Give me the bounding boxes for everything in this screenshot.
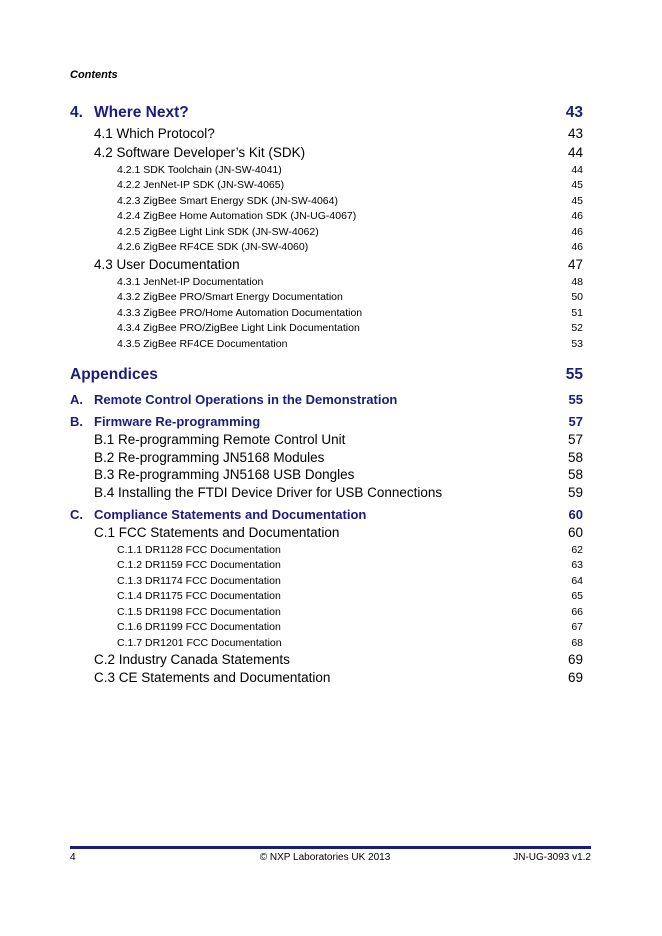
footer-page-number: 4 — [70, 852, 76, 863]
subsection-label: 4.2.1 SDK Toolchain (JN-SW-4041) — [117, 164, 282, 176]
subsection-label: C.1.6 DR1199 FCC Documentation — [117, 621, 281, 633]
subsection-label: 4.3.4 ZigBee PRO/ZigBee Light Link Documentation — [117, 322, 360, 334]
section-label: 4.2 Software Developer’s Kit (SDK) — [94, 145, 306, 160]
toc-appendices[interactable] — [70, 366, 583, 386]
toc-subsection-c-1-7[interactable] — [70, 637, 583, 653]
page-number: 44 — [571, 164, 583, 176]
page-number: 51 — [571, 307, 583, 319]
toc-chapter-4[interactable] — [70, 104, 583, 124]
page-number: 48 — [571, 276, 583, 288]
subsection-label: C.1.2 DR1159 FCC Documentation — [117, 559, 281, 571]
page-number: 62 — [571, 544, 583, 556]
page-number: 53 — [571, 338, 583, 350]
section-label: B.4 Installing the FTDI Device Driver for USB Connections — [94, 485, 443, 500]
toc-section-c-3[interactable] — [70, 670, 583, 686]
subsection-label: 4.3.2 ZigBee PRO/Smart Energy Documentation — [117, 291, 343, 303]
appendices-title: Appendices — [70, 366, 158, 383]
toc-subsection-4-3-3[interactable] — [70, 307, 583, 323]
section-label: C.3 CE Statements and Documentation — [94, 670, 331, 685]
page-number: 57 — [567, 432, 583, 447]
toc-section-b-2[interactable] — [70, 450, 583, 466]
toc-subsection-c-1-1[interactable] — [70, 544, 583, 560]
toc-appendix-c[interactable] — [70, 507, 583, 523]
toc-subsection-c-1-5[interactable] — [70, 606, 583, 622]
page-number: 68 — [571, 637, 583, 649]
section-label: C.2 Industry Canada Statements — [94, 652, 290, 667]
section-label: B.1 Re-programming Remote Control Unit — [94, 432, 346, 447]
page-number: 58 — [567, 450, 583, 465]
toc-section-c-2[interactable] — [70, 652, 583, 668]
subsection-label: C.1.1 DR1128 FCC Documentation — [117, 544, 281, 556]
toc-subsection-4-2-2[interactable] — [70, 179, 583, 195]
toc-subsection-4-3-4[interactable] — [70, 322, 583, 338]
footer-doc-id: JN-UG-3093 v1.2 — [513, 852, 591, 863]
page-number: 57 — [568, 414, 583, 429]
chapter-title: Where Next? — [94, 104, 189, 121]
subsection-label: 4.2.2 JenNet-IP SDK (JN-SW-4065) — [117, 179, 285, 191]
page-number: 59 — [567, 485, 583, 500]
subsection-label: C.1.5 DR1198 FCC Documentation — [117, 606, 281, 618]
page-number: 43 — [565, 104, 583, 121]
subsection-label: C.1.4 DR1175 FCC Documentation — [117, 590, 281, 602]
appendix-letter: C. — [70, 507, 83, 522]
page-number: 64 — [571, 575, 583, 587]
page-number: 45 — [571, 195, 583, 207]
page-number: 46 — [571, 210, 583, 222]
page-number: 52 — [571, 322, 583, 334]
toc-section-4-1[interactable] — [70, 126, 583, 142]
toc-subsection-c-1-2[interactable] — [70, 559, 583, 575]
toc-appendix-a[interactable] — [70, 392, 583, 408]
appendix-title: Compliance Statements and Documentation — [94, 507, 367, 522]
subsection-label: 4.2.3 ZigBee Smart Energy SDK (JN-SW-4064) — [117, 195, 338, 207]
page-number: 44 — [567, 145, 583, 160]
page-number: 47 — [567, 257, 583, 272]
chapter-number: 4. — [70, 104, 83, 121]
page-number: 55 — [565, 366, 583, 383]
toc-subsection-4-2-1[interactable] — [70, 164, 583, 180]
toc-subsection-4-3-5[interactable] — [70, 338, 583, 354]
page-number: 55 — [568, 392, 583, 407]
subsection-label: 4.2.5 ZigBee Light Link SDK (JN-SW-4062) — [117, 226, 319, 238]
appendix-letter: B. — [70, 414, 83, 429]
footer-copyright: © NXP Laboratories UK 2013 — [259, 852, 391, 863]
page-number: 58 — [567, 467, 583, 482]
toc-subsection-4-2-4[interactable] — [70, 210, 583, 226]
toc-subsection-4-3-1[interactable] — [70, 276, 583, 292]
toc-section-c-1[interactable] — [70, 525, 583, 541]
page-number: 63 — [571, 559, 583, 571]
subsection-label: 4.3.5 ZigBee RF4CE Documentation — [117, 338, 288, 350]
toc-section-b-1[interactable] — [70, 432, 583, 448]
page-number: 43 — [567, 126, 583, 141]
appendix-title: Remote Control Operations in the Demonstration — [94, 392, 398, 407]
page-number: 45 — [571, 179, 583, 191]
toc-subsection-4-3-2[interactable] — [70, 291, 583, 307]
page-number: 65 — [571, 590, 583, 602]
page-number: 66 — [571, 606, 583, 618]
toc-subsection-4-2-6[interactable] — [70, 241, 583, 257]
page-number: 69 — [567, 652, 583, 667]
running-header: Contents — [70, 69, 118, 81]
subsection-label: C.1.7 DR1201 FCC Documentation — [117, 637, 282, 649]
toc-section-4-2[interactable] — [70, 145, 583, 161]
section-label: 4.3 User Documentation — [94, 257, 240, 272]
subsection-label: 4.3.1 JenNet-IP Documentation — [117, 276, 264, 288]
page-number: 46 — [571, 241, 583, 253]
page-number: 60 — [567, 525, 583, 540]
toc-section-b-4[interactable] — [70, 485, 583, 501]
toc-subsection-c-1-3[interactable] — [70, 575, 583, 591]
page-number: 50 — [571, 291, 583, 303]
section-label: 4.1 Which Protocol? — [94, 126, 215, 141]
toc-section-b-3[interactable] — [70, 467, 583, 483]
page-number: 46 — [571, 226, 583, 238]
section-label: C.1 FCC Statements and Documentation — [94, 525, 340, 540]
toc-subsection-c-1-4[interactable] — [70, 590, 583, 606]
toc-subsection-4-2-5[interactable] — [70, 226, 583, 242]
page-number: 60 — [568, 507, 583, 522]
toc-section-4-3[interactable] — [70, 257, 583, 273]
page-number: 67 — [571, 621, 583, 633]
subsection-label: 4.2.6 ZigBee RF4CE SDK (JN-SW-4060) — [117, 241, 309, 253]
section-label: B.2 Re-programming JN5168 Modules — [94, 450, 325, 465]
subsection-label: 4.2.4 ZigBee Home Automation SDK (JN-UG-4067) — [117, 210, 357, 222]
subsection-label: C.1.3 DR1174 FCC Documentation — [117, 575, 281, 587]
toc-subsection-c-1-6[interactable] — [70, 621, 583, 637]
subsection-label: 4.3.3 ZigBee PRO/Home Automation Documentation — [117, 307, 363, 319]
page-number: 69 — [567, 670, 583, 685]
toc-appendix-b[interactable] — [70, 414, 583, 430]
toc-subsection-4-2-3[interactable] — [70, 195, 583, 211]
footer-rule — [70, 846, 591, 849]
appendix-title: Firmware Re-programming — [94, 414, 261, 429]
section-label: B.3 Re-programming JN5168 USB Dongles — [94, 467, 355, 482]
appendix-letter: A. — [70, 392, 83, 407]
